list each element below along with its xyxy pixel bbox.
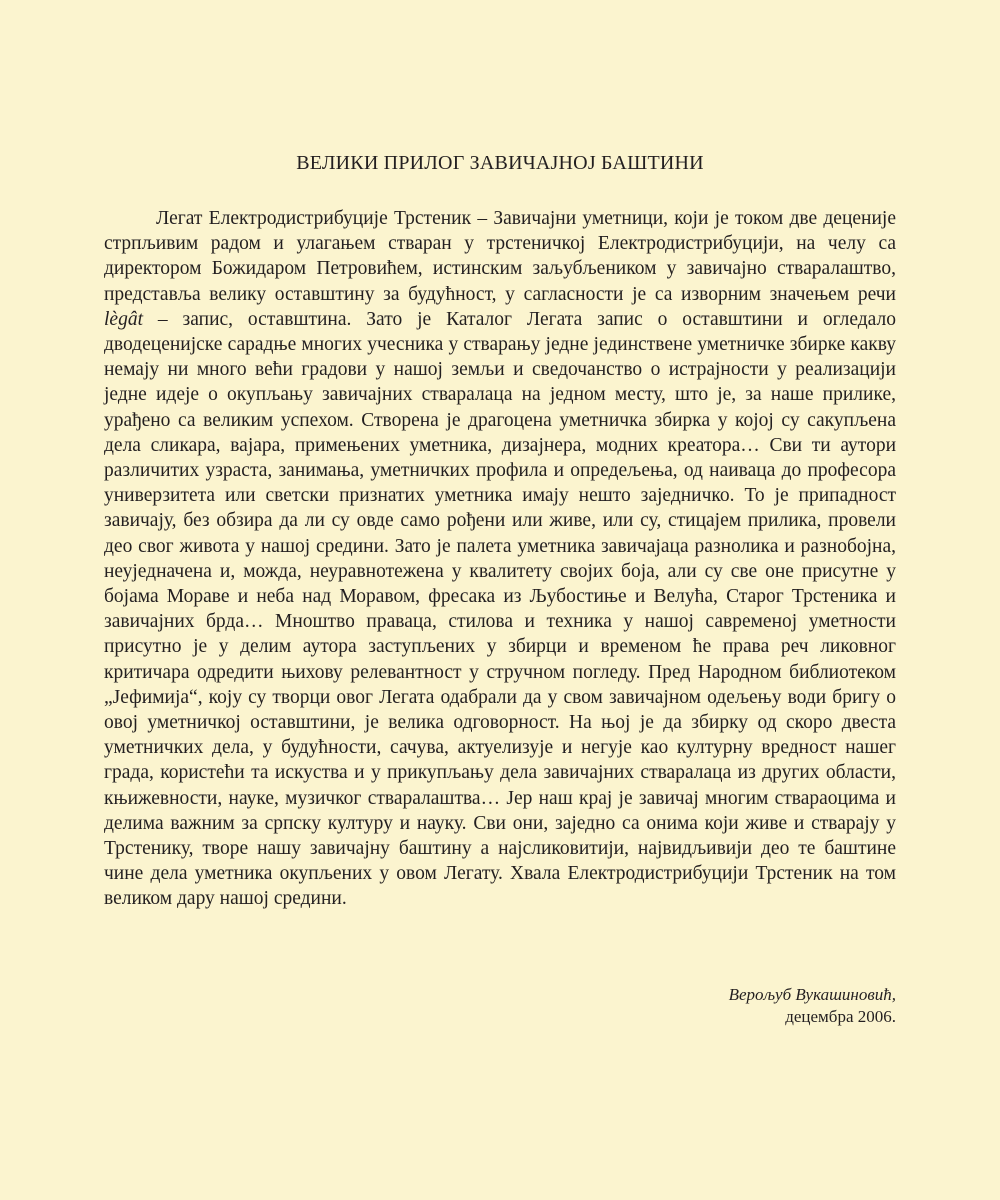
page-title: ВЕЛИКИ ПРИЛОГ ЗАВИЧАЈНОЈ БАШТИНИ: [296, 152, 704, 174]
signature-author: Верољуб Вукашиновић,: [728, 985, 896, 1004]
signature-date: децембра 2006.: [785, 1007, 896, 1026]
paragraph-text-end: – запис, оставштина. Зато је Каталог Легата запис о оставштини и огледало дводеценијске сарадње многих учесника у стварању једне јединствене уметничке збирке какву немају ни много већи градови у нашој земљи и сведочанство о истрајности у реализацији једне идеје о окупљању завичајних стваралаца на једном месту, што је, за наше прилике, урађено са великим успехом. Створена је драгоцена уметничка збирка у којој су сакупљена дела сликара, вајара, примењених уметника, дизајнера, модних креатора… Сви ти аутори различитих узраста, занимања, уметничких профила и опредељења, од наиваца до професора универзитета или светски признатих уметника имају нешто заједничко. То је припадност завичају, без обзира да ли су овде само рођени или живе, или су, стицајем прилика, провели део свог живота у нашој средини. Зато је палета уметника завичајаца разнолика и разнобојна, неуједначена и, можда, неуравнотежена у квалитету својих боја, али су све оне присутне у бојама Мораве и неба над Моравом, фресака из Љубостиње и Велућа, Старог Трстеника и завичајних брда… Мноштво праваца, стилова и техника у нашој савременој уметности присутно је у делим аутора заступљених у збирци и временом ће права реч ликовног критичара одредити њихову релевантност у стручном погледу. Пред Народном библиотеком „Јефимија“, коју су творци овог Легата одабрали да у свом завичајном одељењу води бригу о овој уметничкој оставштини, је велика одговорност. На њој је да збирку од скоро двеста уметничких дела, у будућности, сачува, актуелизује и негује као културну вредност нашег града, користећи та искуства и у прикупљању дела завичајних стваралаца из других области, књижевности, науке, музичког стваралаштва… Јер наш крај је завичај многим ствараоцима и делима важним за српску културу и науку. Сви они, заједно са онима који живе и стварају у Трстенику, творе нашу завичајну баштину а најсликовитији, највидљивији део те баштине чине дела уметника окупљених у овом Легату. Хвала Електродистрибуцији Трстеник на том великом дару нашој средини.: [104, 308, 896, 910]
paragraph-text-start: Легат Електродистрибуције Трстеник – Завичајни уметници, који је током две деценије стрпљивим радом и улагањем стваран у трстеничкој Електродистрибуцији, на челу са директором Божидаром Петровићем, истинским заљубљеником у завичајно стваралаштво, представља велику оставштину за будућност, у сагласности је са изворним значењем речи: [104, 208, 896, 305]
signature-block: [729, 984, 896, 1028]
italic-term: lègât: [104, 308, 143, 330]
body-paragraph: [104, 206, 896, 912]
